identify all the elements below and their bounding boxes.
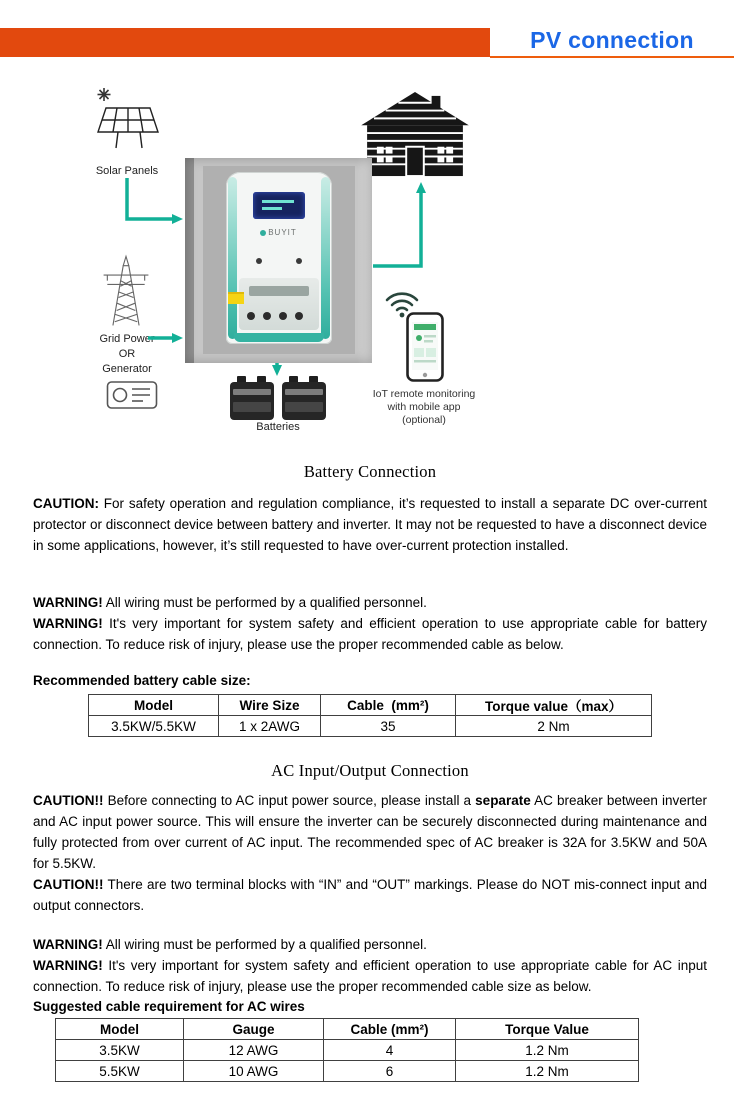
caution-label: CAUTION: bbox=[33, 496, 99, 511]
inverter-bottom-trim bbox=[234, 333, 324, 342]
warning-label: WARNING! bbox=[33, 958, 103, 973]
battery-table-title: Recommended battery cable size: bbox=[33, 673, 251, 688]
cell-cable: 6 bbox=[324, 1061, 456, 1082]
warning-text: All wiring must be performed by a qualified personnel. bbox=[102, 595, 427, 610]
cell-gauge: 12 AWG bbox=[184, 1040, 324, 1061]
content bbox=[0, 462, 740, 1082]
th-cable: Cable (mm²) bbox=[324, 1019, 456, 1040]
generator-label: Generator bbox=[102, 363, 152, 375]
header-title-area bbox=[490, 24, 734, 58]
warning-label: WARNING! bbox=[33, 937, 103, 952]
inverter-button bbox=[256, 258, 262, 264]
warning-sticker bbox=[228, 292, 244, 304]
ac-cable-table bbox=[55, 1018, 639, 1082]
ac-connection-heading: AC Input/Output Connection bbox=[271, 761, 469, 780]
cell-torque: 2 Nm bbox=[456, 716, 652, 737]
table-header-row bbox=[89, 695, 652, 716]
batteries-label: Batteries bbox=[256, 421, 300, 433]
emphasis-word: separate bbox=[475, 793, 531, 808]
warning-label: WARNING! bbox=[33, 595, 103, 610]
th-model: Model bbox=[56, 1019, 184, 1040]
th-torque: Torque value（max） bbox=[456, 695, 652, 716]
battery-cable-table bbox=[88, 694, 652, 737]
or-label: OR bbox=[118, 348, 136, 360]
th-gauge: Gauge bbox=[184, 1019, 324, 1040]
cell-model: 3.5KW/5.5KW bbox=[89, 716, 219, 737]
th-model: Model bbox=[89, 695, 219, 716]
caution-text: For safety operation and regulation compliance, it’s requested to install a separate DC over-current protector or disconnect device between battery and inverter. It may not be requested to have a disconnect device in some applications, however, it’s still requested to have over-current protection installed. bbox=[33, 496, 707, 553]
ac-warning-2: WARNING! It's very important for system safety and efficient operation to use appropriate cable for AC input connection. To reduce risk of injury, please use the proper recommended cable size as below. bbox=[33, 958, 707, 994]
header-accent-bar bbox=[0, 28, 490, 57]
caution-label: CAUTION!! bbox=[33, 793, 104, 808]
inverter-photo bbox=[185, 158, 372, 363]
inverter-terminal-area bbox=[239, 278, 319, 330]
ac-table-title: Suggested cable requirement for AC wires bbox=[33, 999, 305, 1014]
page-header bbox=[0, 0, 740, 70]
cell-torque: 1.2 Nm bbox=[456, 1061, 639, 1082]
th-torque: Torque Value bbox=[456, 1019, 639, 1040]
battery-warning-2 bbox=[33, 613, 707, 655]
grid-tower-icon bbox=[98, 252, 154, 328]
table-header-row bbox=[56, 1019, 639, 1040]
cell-model: 3.5KW bbox=[56, 1040, 184, 1061]
caution-label: CAUTION!! bbox=[33, 877, 104, 892]
terminal-block bbox=[249, 286, 309, 296]
cell-gauge: 10 AWG bbox=[184, 1061, 324, 1082]
cell-cable: 35 bbox=[321, 716, 456, 737]
inverter-side-rail bbox=[228, 177, 237, 339]
table-row bbox=[56, 1040, 639, 1061]
table-row bbox=[56, 1061, 639, 1082]
cell-torque: 1.2 Nm bbox=[456, 1040, 639, 1061]
inverter-unit bbox=[226, 172, 332, 344]
system-diagram bbox=[0, 70, 740, 448]
inverter-side-rail bbox=[321, 177, 330, 339]
inverter-lcd-screen bbox=[253, 192, 305, 219]
th-wire-size: Wire Size bbox=[219, 695, 321, 716]
ac-caution-2: CAUTION!! There are two terminal blocks with “IN” and “OUT” markings. Please do NOT mis-connect input and output connectors. bbox=[33, 877, 707, 913]
page-title: PV connection bbox=[530, 27, 694, 53]
solar-panels-icon bbox=[86, 86, 168, 160]
ac-caution-1: CAUTION!! Before connecting to AC input power source, please install a separate AC breaker between inverter and AC input power source. This will ensure the inverter can be securely disconnected during maintenance and fully protected from over current of AC input. The recommended spec of AC breaker is 32A for 3.5KW and 50A for 5.5KW. bbox=[33, 793, 707, 871]
battery-warning-1 bbox=[33, 592, 707, 613]
cell-model: 5.5KW bbox=[56, 1061, 184, 1082]
batteries-icon bbox=[230, 376, 326, 422]
table-row bbox=[89, 716, 652, 737]
ac-warning-1: WARNING! All wiring must be performed by a qualified personnel. bbox=[33, 937, 427, 952]
house-icon bbox=[361, 92, 469, 178]
th-cable: Cable (mm²) bbox=[321, 695, 456, 716]
sun-icon bbox=[98, 88, 111, 101]
warning-label: WARNING! bbox=[33, 616, 103, 631]
cell-cable: 4 bbox=[324, 1040, 456, 1061]
inverter-button bbox=[296, 258, 302, 264]
cell-wire-size: 1 x 2AWG bbox=[219, 716, 321, 737]
grid-power-label: Grid Power bbox=[99, 333, 155, 345]
mobile-phone-icon bbox=[406, 312, 444, 382]
iot-label: IoT remote monitoring with mobile app (optional) bbox=[372, 388, 476, 426]
warning-text: It's very important for system safety and efficient operation to use appropriate cable for battery connection. To reduce risk of injury, please use the proper recommended cable as below. bbox=[33, 616, 707, 652]
battery-connection-heading: Battery Connection bbox=[303, 462, 437, 481]
battery-caution-paragraph bbox=[33, 493, 707, 556]
generator-icon bbox=[106, 378, 158, 412]
inverter-brand-label: BUYIT bbox=[226, 228, 332, 237]
brand-logo-icon bbox=[260, 230, 266, 236]
solar-panels-label: Solar Panels bbox=[95, 165, 159, 177]
